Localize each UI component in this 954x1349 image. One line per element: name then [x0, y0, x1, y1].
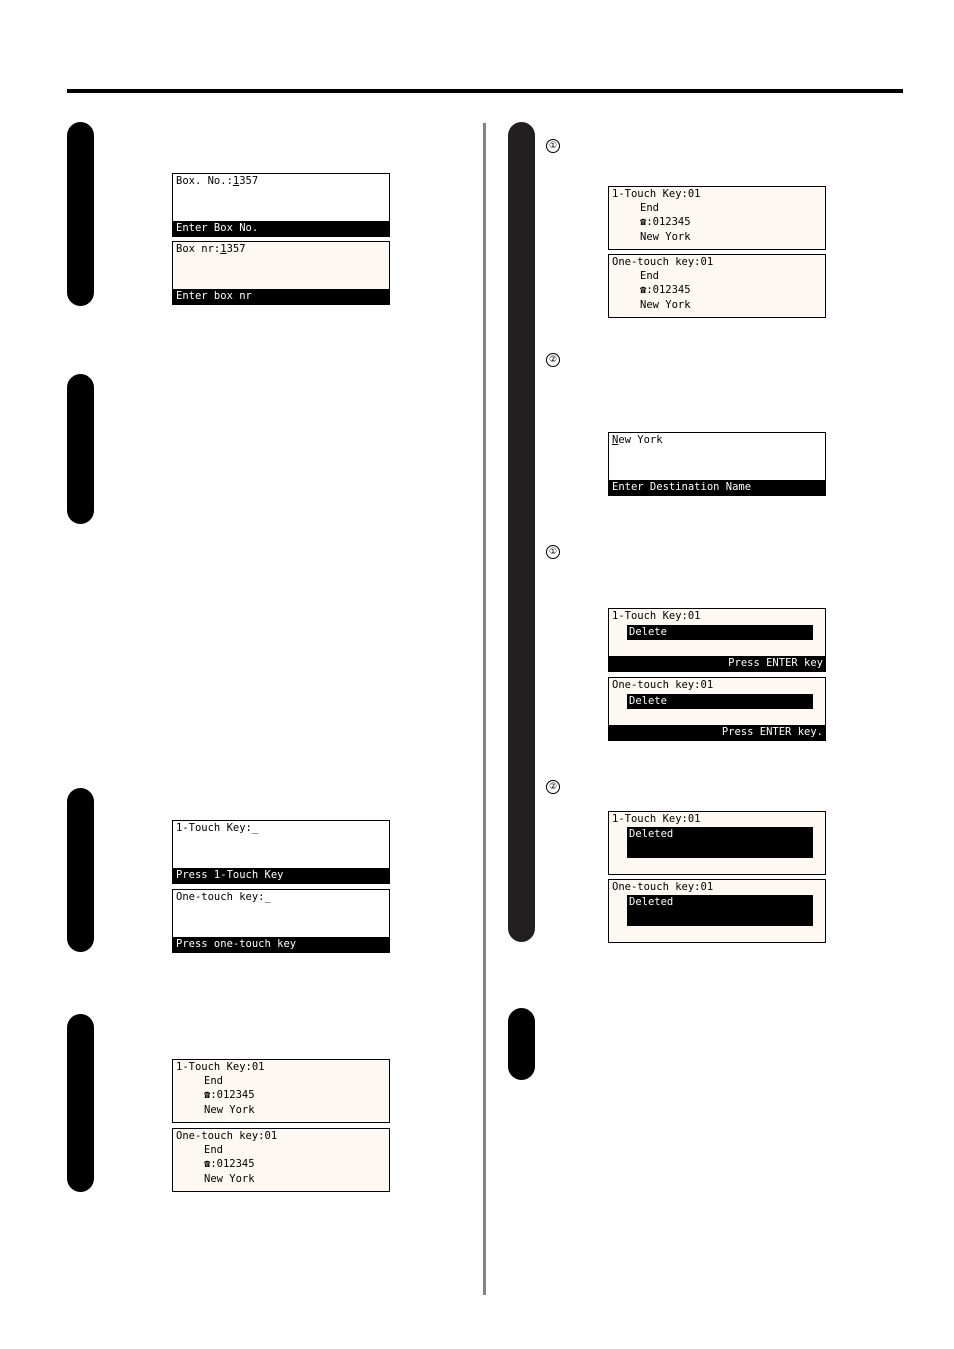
lcd-line: [176, 242, 246, 256]
lcd-line: End: [640, 202, 659, 214]
lcd-line: [176, 174, 258, 188]
lcd-line: One-touch key:01: [612, 881, 714, 893]
lcd-cursor: N: [612, 434, 619, 446]
lcd-line: 1-Touch Key:01: [612, 188, 701, 200]
lcd-box-number-alt: [172, 241, 390, 305]
lcd-text: Box. No.:: [176, 175, 233, 187]
lcd-line: End: [204, 1144, 223, 1156]
lcd-text: 357: [239, 175, 259, 187]
lcd-footer: Enter box nr: [173, 289, 389, 304]
lcd-text: ew York: [618, 434, 663, 446]
lcd-footer: Enter Box No.: [173, 221, 389, 236]
lcd-text: 357: [226, 243, 246, 255]
step-marker: ②: [546, 780, 560, 794]
lcd-line: New York: [204, 1104, 255, 1116]
lcd-cursor: 1: [232, 175, 240, 187]
lcd-line: ☎:012345: [640, 284, 691, 296]
lcd-line: End: [204, 1075, 223, 1087]
lcd-line: One-touch key:01: [176, 1130, 278, 1142]
lcd-key-prompt-alt: [172, 889, 390, 953]
step-tab: [508, 1008, 535, 1080]
lcd-message: Deleted: [627, 895, 813, 926]
lcd-line: One-touch key:_: [176, 891, 271, 903]
lcd-line: New York: [204, 1173, 255, 1185]
lcd-box-number-en: [172, 173, 390, 237]
step-marker: ②: [546, 353, 560, 367]
lcd-line: One-touch key:01: [612, 256, 714, 268]
lcd-line: ☎:012345: [640, 216, 691, 228]
lcd-line: New York: [640, 231, 691, 243]
lcd-line: End: [640, 270, 659, 282]
lcd-line: 1-Touch Key:01: [612, 813, 701, 825]
lcd-message: Deleted: [627, 827, 813, 858]
lcd-footer: Press ENTER key: [609, 656, 825, 671]
lcd-right-info-en: [608, 186, 826, 250]
lcd-cursor: 1: [220, 243, 227, 255]
lcd-footer: Press one-touch key: [173, 937, 389, 952]
lcd-key-info-en: [172, 1059, 390, 1123]
lcd-destination-name: [608, 432, 826, 496]
step-tab: [67, 788, 94, 952]
step-marker: ①: [546, 545, 560, 559]
step-tab: [67, 122, 94, 306]
lcd-line: 1-Touch Key:_: [176, 822, 259, 834]
lcd-text: Box nr:: [176, 243, 221, 255]
lcd-right-info-alt: [608, 254, 826, 318]
lcd-selected-option: Delete: [627, 694, 813, 709]
lcd-deleted-en: [608, 811, 826, 875]
step-marker: ①: [546, 139, 560, 153]
lcd-key-info-alt: [172, 1128, 390, 1192]
column-divider: [483, 123, 486, 1295]
lcd-selected-option: Delete: [627, 625, 813, 640]
lcd-delete-alt: [608, 677, 826, 741]
lcd-line: 1-Touch Key:01: [176, 1061, 265, 1073]
lcd-line: [612, 433, 663, 447]
lcd-line: ☎:012345: [204, 1158, 255, 1170]
lcd-line: ☎:012345: [204, 1089, 255, 1101]
lcd-footer: Press ENTER key.: [609, 725, 825, 740]
lcd-footer: Press 1-Touch Key: [173, 868, 389, 883]
lcd-line: New York: [640, 299, 691, 311]
top-rule: [67, 89, 903, 93]
step-tab: [508, 122, 535, 942]
step-tab: [67, 374, 94, 524]
lcd-key-prompt-en: [172, 820, 390, 884]
lcd-delete-en: [608, 608, 826, 672]
step-tab: [67, 1014, 94, 1192]
lcd-line: 1-Touch Key:01: [612, 610, 701, 622]
lcd-footer: Enter Destination Name: [609, 480, 825, 495]
lcd-deleted-alt: [608, 879, 826, 943]
lcd-line: One-touch key:01: [612, 679, 714, 691]
